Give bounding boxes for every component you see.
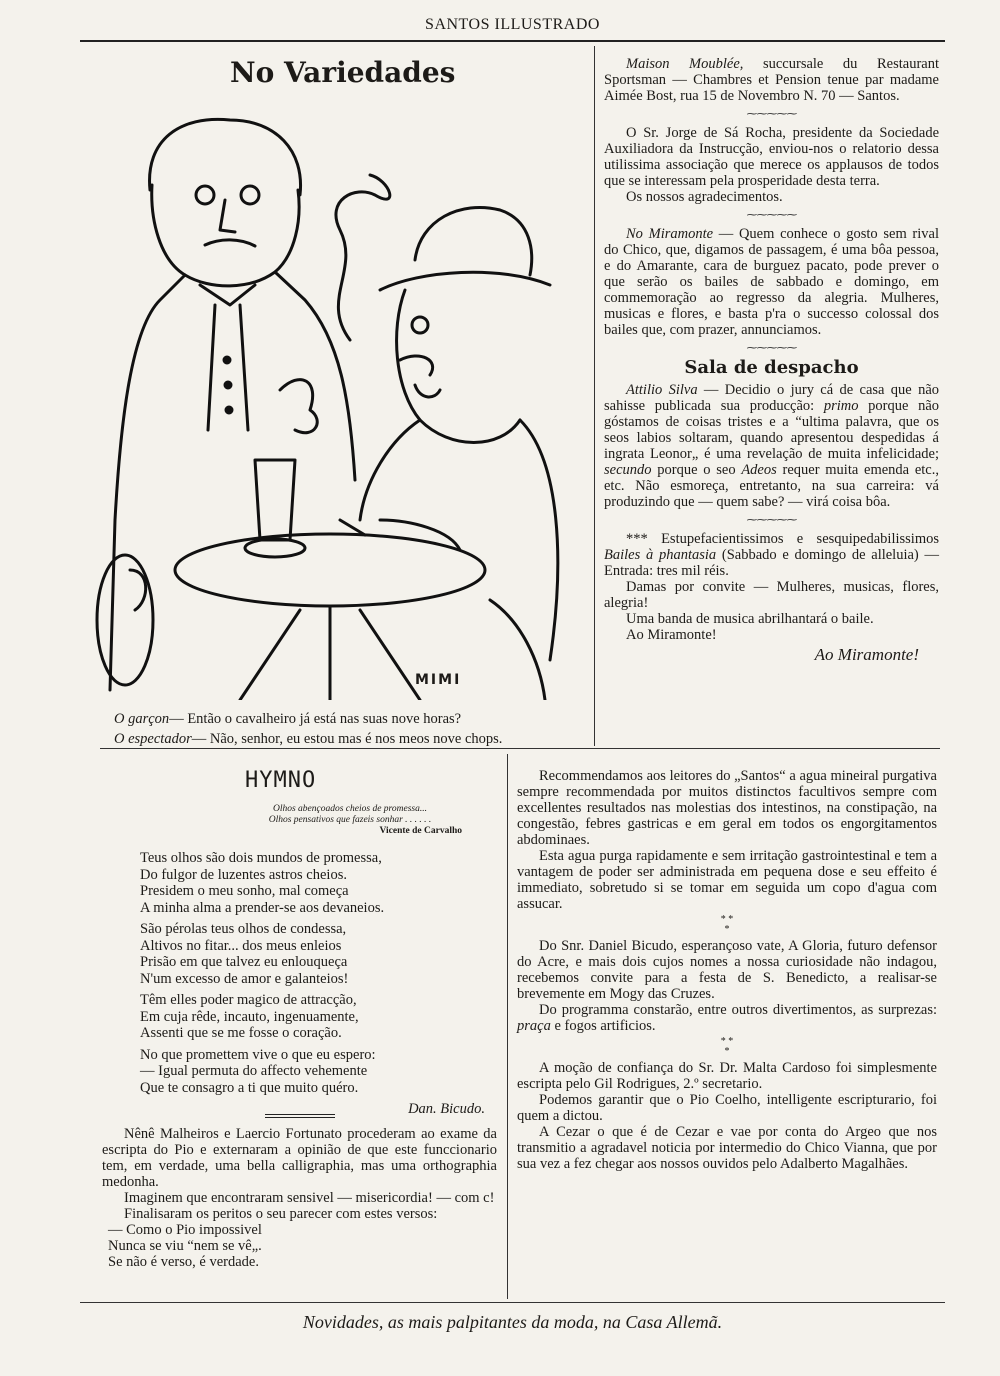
caption-line [114,709,594,729]
cartoon-caption [114,709,594,749]
poem-line: Em cuja rêde, incauto, ingenuamente, [140,1008,359,1025]
right-signoff: Ao Miramonte! [814,645,919,664]
poem-stanza [140,850,490,916]
cartoon-illustration [90,100,570,700]
poem-line: Prisão em que talvez eu enlouqueça [140,954,348,970]
epigraph-line: Olhos abençoados cheios de promessa... [272,804,427,814]
epigraph-line: Olhos pensativos que fazeis sonhar . . . . . . [268,815,432,825]
bailes-notice [604,531,939,579]
programa-text-a: Do programma constarão, entre outros divertimentos, as surprezas: [539,1002,937,1018]
page-header: SANTOS ILLUSTRADO [425,16,600,33]
wavy-divider: ⁓⁓⁓⁓⁓ [746,514,797,526]
column-divider-top [594,46,595,746]
poem-line: Que te consagro a ti que muito quéro. [140,1079,359,1096]
thanks-line: Os nossos agradecimentos. [626,189,783,205]
column-divider-bottom [507,754,508,1299]
attilio-text-d: requer muita emenda etc., etc. Não esmoreça, entretanto, na sua carreira: vá produzindo que — quem sabe? — virá coisa bôa. [604,462,939,510]
programa-notice [517,1002,937,1034]
praca-word: praça [517,1018,551,1034]
cezar-notice: A Cezar o que é de Cezar e vae por conta do Argeo que nos transmitio a agradavel noticia por intermedio do Chico Vianna, que por sua vez a fez chegar aos nossos ouvidos pelo Adalberto Magalhães. [517,1124,937,1172]
primo-word: primo [823,398,859,414]
bailes-text-a: *** Estupefacientissimos e sesquipedabilissimos [626,531,939,547]
right-column [604,56,939,663]
wavy-divider: ⁓⁓⁓⁓⁓ [746,342,797,354]
section-title: Sala de despacho [684,357,859,378]
footer-rule [80,1302,945,1303]
hymno-poem [140,850,490,1118]
maison-text: succursale du Restaurant Sportsman — Chambres et Pension tenue par madame Aimée Bost, rua 15 de Novembro N. 70 — Santos. [604,56,939,104]
pio-notice: Nênê Malheiros e Laercio Fortunato procederam ao exame da escripta do Pio e externaram a opinião de que este funccionario tem, em verdade, uma bella calligraphia, mas uma orthographia medonha. [102,1126,497,1190]
waiter-hair [150,119,301,195]
secundo-word: secundo [604,462,652,478]
poem-stanza [140,1047,490,1097]
pio-coelho-notice: Podemos garantir que o Pio Coelho, intelligente escripturario, foi quem a dictou. [517,1092,937,1124]
maison-name: Maison Moublée, [626,56,744,72]
hymno-epigraph [220,804,480,837]
attilio-notice [604,382,939,510]
attilio-name: Attilio Silva [626,382,698,398]
epigraph-author: Vicente de Carvalho [379,826,462,836]
caption-speaker: O espectador [114,731,192,747]
verse-line: Se não é verso, é verdade. [108,1254,259,1270]
bailes-title: Bailes à phantasia [604,547,717,563]
poem-stanza [140,992,490,1042]
poem-line: — Igual permuta do affecto vehemente [140,1063,368,1079]
poem-line: Teus olhos são dois mundos de promessa, [140,850,382,866]
poem-author: Dan. Bicudo. [408,1101,485,1117]
hymno-title: HYMNO [245,768,317,793]
attilio-text-b: porque não góstamos de coisas tristes e a “ultima palavra, que os seos labios soltaram, quando apresentou despedidas á ingrata Leonor„ é uma revelação de muita infelicidade; [604,398,940,462]
caption-text: — Então o cavalheiro já está nas suas nove horas? [169,711,462,727]
caption-text: — Não, senhor, eu estou mas é nos meos nove chops. [191,731,503,747]
poem-line: Assenti que se me fosse o coração. [140,1025,342,1041]
cartoon-title: No Variedades [230,56,456,89]
header-rule [80,40,945,42]
agua-notice-2: Esta agua purga rapidamente e sem irritação gastrointestinal e tem a vantagem de poder ser administrada em pequena dose e seu effeito é immediato, sobretudo si se tomar em seguida um copo d'agua com assucar. [517,848,937,912]
asterism: * * * [720,914,734,935]
attilio-text-c: porque o seo [651,462,742,478]
bailes-text-b: (Sabbado e domingo de alleluia) — Entrada: tres mil réis. [604,547,939,579]
poem-line: No que promettem vive o que eu espero: [140,1046,376,1063]
wavy-divider: ⁓⁓⁓⁓⁓ [746,209,797,221]
banda-line: Uma banda de musica abrilhantará o baile. [626,611,874,627]
poem-line: N'um excesso de amor e galanteios! [140,970,349,987]
asterism: * * * [720,1036,734,1057]
mocao-notice: A moção de confiança do Sr. Dr. Malta Cardoso foi simplesmente escripta pelo Gil Rodrigues, 2.º secretario. [517,1060,937,1092]
caption-speaker: O garçon [114,711,170,727]
artist-signature: MIMI [415,672,462,688]
poem-line: São pérolas teus olhos de condessa, [140,921,347,937]
poem-line: A minha alma a prender-se aos devaneios. [140,899,385,916]
bicudo-notice: Do Snr. Daniel Bicudo, esperançoso vate, A Gloria, futuro defensor do Acre, e mais dois cujos nomes a nossa curiosidade não indagou, recebemos convite para a festa de S. Benedicto, a realisar-se brevemente em Mogy das Cruzes. [517,938,937,1002]
poem-line: Têm elles poder magico de attracção, [140,992,357,1008]
pio-verse [102,1222,497,1270]
double-rule [265,1114,335,1118]
poem-line: Altivos no fitar... dos meus enleios [140,937,342,954]
miramonte-notice [604,226,939,338]
agua-notice: Recommendamos aos leitores do „Santos“ a agua mineiral purgativa sempre recommendada por muitos distinctos facultivos sempre com excellentes resultados nas molestias dos intestinos, na constipação, na congestão, febres gastricas e em geral em todos os engorgitamentos abdominaes. [517,768,937,848]
wavy-divider: ⁓⁓⁓⁓⁓ [746,108,797,120]
verse-line: Nunca se viu “nem se vê„. [108,1238,262,1254]
adeos-word: Adeos [741,462,777,478]
miramonte-line: Ao Miramonte! [626,627,717,643]
poem-stanza [140,921,490,987]
bottom-left-column [102,1110,497,1270]
jorge-notice: O Sr. Jorge de Sá Rocha, presidente da Sociedade Auxiliadora da Instrucção, enviou-nos o relatorio dessa utilissima associação que merece os applausos de todos que se interessam pela prosperidade desta terra. [604,125,939,189]
footer-advert: Novidades, as mais palpitantes da moda, na Casa Allemã. [302,1312,723,1332]
caption-line [114,729,594,749]
programa-text-b: e fogos artificios. [550,1018,656,1034]
pio-notice-3: Finalisaram os peritos o seu parecer com estes versos: [124,1206,438,1222]
miramonte-text: — Quem conhece o gosto sem rival do Chico, que, digamos de passagem, é uma bôa pessoa, e do Amarante, cara de burguez pacato, pode prever o que serão os bailes de sabbado e domingo, em commemoração ao regresso da alegria. Mulheres, musicas e flores, e basta p'ra o successo colossal dos bailes que, com prazer, annunciamos. [604,226,939,338]
maison-notice [604,56,939,104]
bottom-right-column [517,768,937,1172]
damas-line: Damas por convite — Mulheres, musicas, flores, alegria! [604,579,939,611]
attilio-text-a: — Decidio o jury cá de casa que não sahisse publicada sua producção: [604,382,940,414]
pio-notice-2: Imaginem que encontraram sensivel — misericordia! — com c! [124,1190,495,1206]
poem-line: Do fulgor de luzentes astros cheios. [140,866,347,883]
verse-line: — Como o Pio impossivel [108,1222,262,1238]
miramonte-label: No Miramonte [626,226,714,242]
poem-line: Presidem o meu sonho, mal começa [140,883,349,899]
